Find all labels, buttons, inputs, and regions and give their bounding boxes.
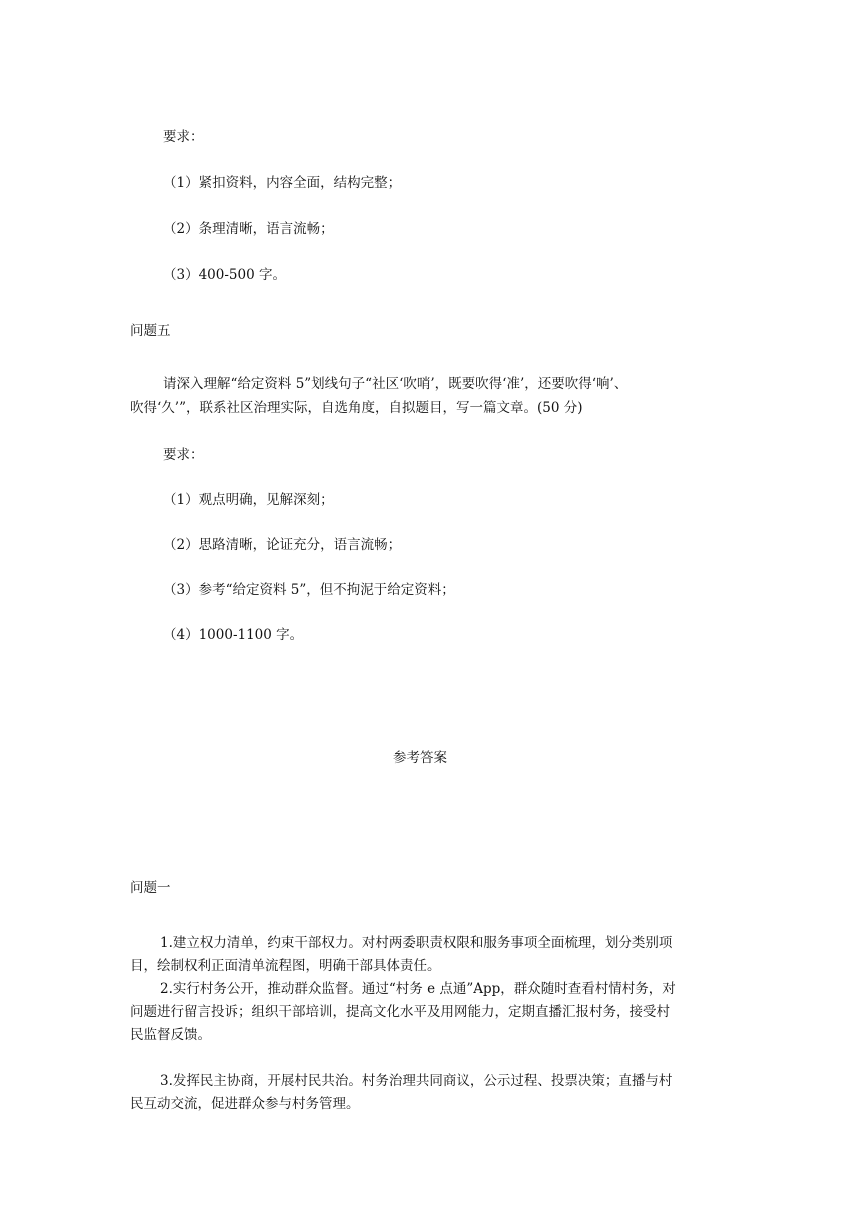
answer-p1-line-2: 目，绘制权利正面清单流程图，明确干部具体责任。 — [130, 958, 441, 974]
q5-requirement-1: （1）观点明确，见解深刻； — [163, 492, 334, 508]
q4-requirements-heading: 要求： — [163, 129, 204, 145]
q4-requirement-2: （2）条理清晰，语言流畅； — [163, 221, 334, 237]
q5-requirement-4: （4）1000-1100 字。 — [163, 627, 304, 643]
answer-p2-line-3: 民监督反馈。 — [130, 1027, 211, 1043]
answers-title: 参考答案 — [393, 750, 447, 766]
q5-requirements-heading: 要求： — [163, 447, 204, 463]
answer-p3-line-1: 3.发挥民主协商，开展村民共治。村务治理共同商议，公示过程、投票决策；直播与村 — [160, 1073, 673, 1089]
answers-q1-title: 问题一 — [130, 880, 171, 896]
answer-p3-line-2: 民互动交流，促进群众参与村务管理。 — [130, 1096, 360, 1112]
q5-prompt-line-1: 请深入理解“给定资料 5”划线句子“社区‘吹哨’，既要吹得‘准’，还要吹得‘响’、 — [163, 376, 628, 392]
q5-prompt-line-2: 吹得‘久’”，联系社区治理实际，自选角度，自拟题目，写一篇文章。(50 分) — [130, 400, 583, 416]
q4-requirement-3: （3）400-500 字。 — [163, 267, 286, 283]
answer-p1-line-1: 1.建立权力清单，约束干部权力。对村两委职责权限和服务事项全面梳理，划分类别项 — [160, 935, 673, 951]
q5-title: 问题五 — [130, 323, 171, 339]
q5-requirement-2: （2）思路清晰，论证充分，语言流畅； — [163, 537, 402, 553]
q4-requirement-1: （1）紧扣资料，内容全面，结构完整； — [163, 175, 402, 191]
answer-p2-line-2: 问题进行留言投诉；组织干部培训，提高文化水平及用网能力，定期直播汇报村务，接受村 — [130, 1004, 670, 1020]
answer-p2-line-1: 2.实行村务公开，推动群众监督。通过“村务 e 点通”App，群众随时查看村情村务，对 — [160, 981, 676, 997]
q5-requirement-3: （3）参考“给定资料 5”，但不拘泥于给定资料； — [163, 582, 455, 598]
